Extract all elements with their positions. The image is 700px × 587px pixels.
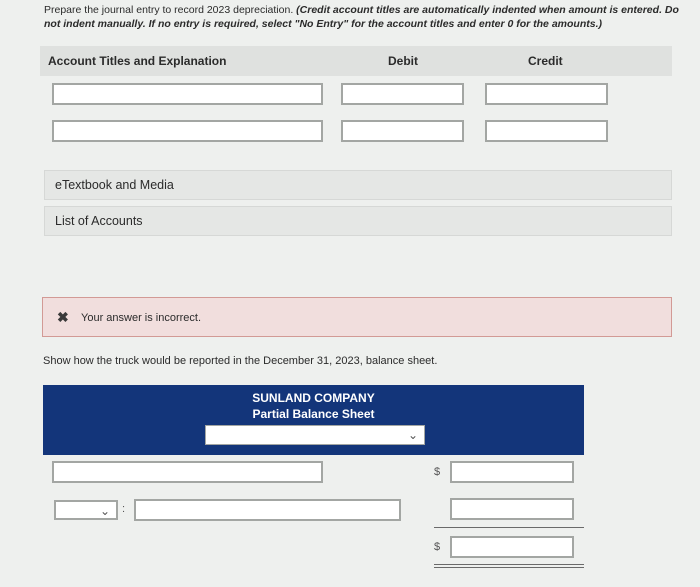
colon-separator: : [122,503,126,515]
list-of-accounts-label: List of Accounts [55,214,143,228]
col-credit: Credit [528,54,563,68]
journal-debit-1[interactable] [341,83,464,105]
subtotal-underline [434,527,584,528]
bs-account-2[interactable] [134,499,401,521]
chevron-down-icon: ⌄ [407,428,418,442]
journal-credit-2[interactable] [485,120,608,142]
dollar-sign-2: $ [434,541,441,553]
incorrect-banner [42,297,672,337]
bs-account-1[interactable] [52,461,323,483]
bs-total-amount[interactable] [450,536,574,558]
etextbook-media-link[interactable] [44,170,672,200]
etextbook-label: eTextbook and Media [55,178,174,192]
balance-sheet-header [43,385,584,455]
chevron-down-icon: ⌄ [99,504,110,518]
journal-account-2[interactable] [52,120,323,142]
instructions-emphasis: (Credit account titles are automatically indented when amount is entered. Do not indent manually. If no entry is required, select "No Entry" for the account titles and enter 0 for the amounts.) [44,4,679,30]
instructions-lead: Prepare the journal entry to record 2023 depreciation. [44,4,297,16]
col-account-titles: Account Titles and Explanation [48,54,227,68]
dollar-sign-1: $ [434,466,441,478]
question-balance-sheet: Show how the truck would be reported in the December 31, 2023, balance sheet. [43,355,438,367]
bs-amount-1[interactable] [450,461,574,483]
x-icon: ✖ [57,309,69,325]
statement-date-select[interactable] [205,425,425,445]
statement-title: Partial Balance Sheet [252,407,375,421]
col-debit: Debit [388,54,418,68]
journal-debit-2[interactable] [341,120,464,142]
journal-credit-1[interactable] [485,83,608,105]
incorrect-message: Your answer is incorrect. [81,312,202,324]
bs-less-select[interactable] [54,500,118,520]
bs-amount-2[interactable] [450,498,574,520]
total-underline-1 [434,564,584,565]
journal-account-1[interactable] [52,83,323,105]
company-name: SUNLAND COMPANY [252,391,375,405]
total-underline-2 [434,567,584,568]
journal-header [40,46,672,76]
instructions [44,3,684,31]
list-of-accounts-link[interactable] [44,206,672,236]
